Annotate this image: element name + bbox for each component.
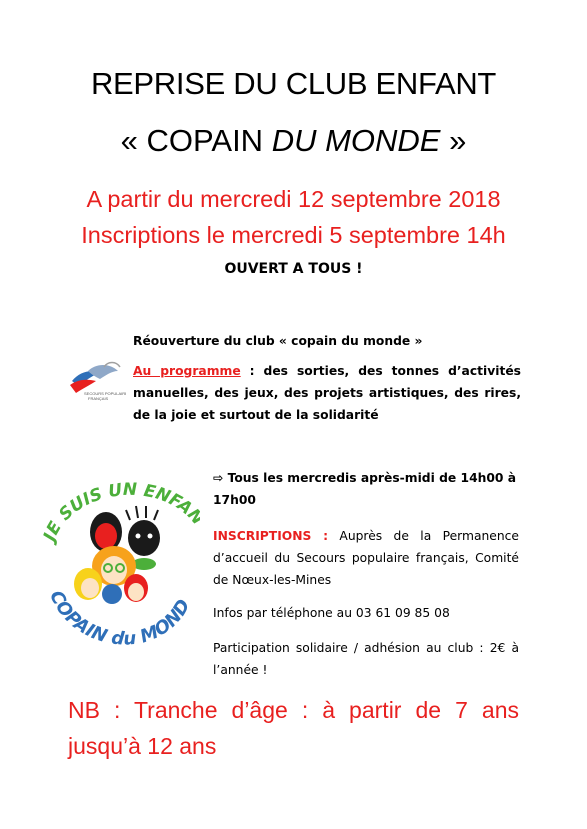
registration-date: Inscriptions le mercredi 5 septembre 14h <box>81 222 506 248</box>
svg-text:SECOURS POPULAIRE: SECOURS POPULAIRE <box>84 391 126 396</box>
programme-label: Au programme <box>133 364 241 378</box>
secours-populaire-logo-icon <box>66 357 126 403</box>
programme-paragraph <box>133 360 521 426</box>
schedule-text <box>213 467 519 511</box>
programme-text: : des sorties, des tonnes d’activités manuelles, des jeux, des projets artistiques, des rires, de la joie et surtout de la solidarité <box>133 364 521 422</box>
reopening-text: Réouverture du club « copain du monde » <box>133 334 423 348</box>
title-close-quote: » <box>440 123 467 158</box>
inscriptions-label: INSCRIPTIONS : <box>213 529 329 543</box>
age-range-note: NB : Tranche d’âge : à partir de 7 ans jusqu’à 12 ans <box>68 697 519 759</box>
title-line-2 <box>0 123 587 159</box>
copain-du-monde-logo-icon <box>40 476 200 676</box>
svg-text:FRANÇAIS: FRANÇAIS <box>88 396 109 401</box>
phone-info: Infos par téléphone au 03 61 09 85 08 <box>213 606 450 620</box>
title-open-quote: « COPAIN <box>120 123 272 158</box>
open-to-all: OUVERT A TOUS ! <box>224 261 363 277</box>
inscriptions-text: Auprès de la Permanence d’accueil du Secours populaire français, Comité de Nœux-les-Mines <box>213 529 519 587</box>
logo-text-top: JE SUIS UN ENFA <box>40 479 196 544</box>
title-line-1: REPRISE DU CLUB ENFANT <box>90 66 497 101</box>
participation-info: Participation solidaire / adhésion au club : 2€ à l’année ! <box>213 641 519 677</box>
logo-text-bottom: COPAIN du MOND <box>45 587 195 650</box>
schedule-label: Tous les mercredis après-midi de 14h00 à 17h00 <box>213 471 517 507</box>
arrow-right-icon: ⇨ <box>213 471 224 485</box>
inscriptions-paragraph <box>213 525 519 591</box>
title-italic: DU MONDE <box>271 123 441 158</box>
start-date: A partir du mercredi 12 septembre 2018 <box>86 186 501 212</box>
